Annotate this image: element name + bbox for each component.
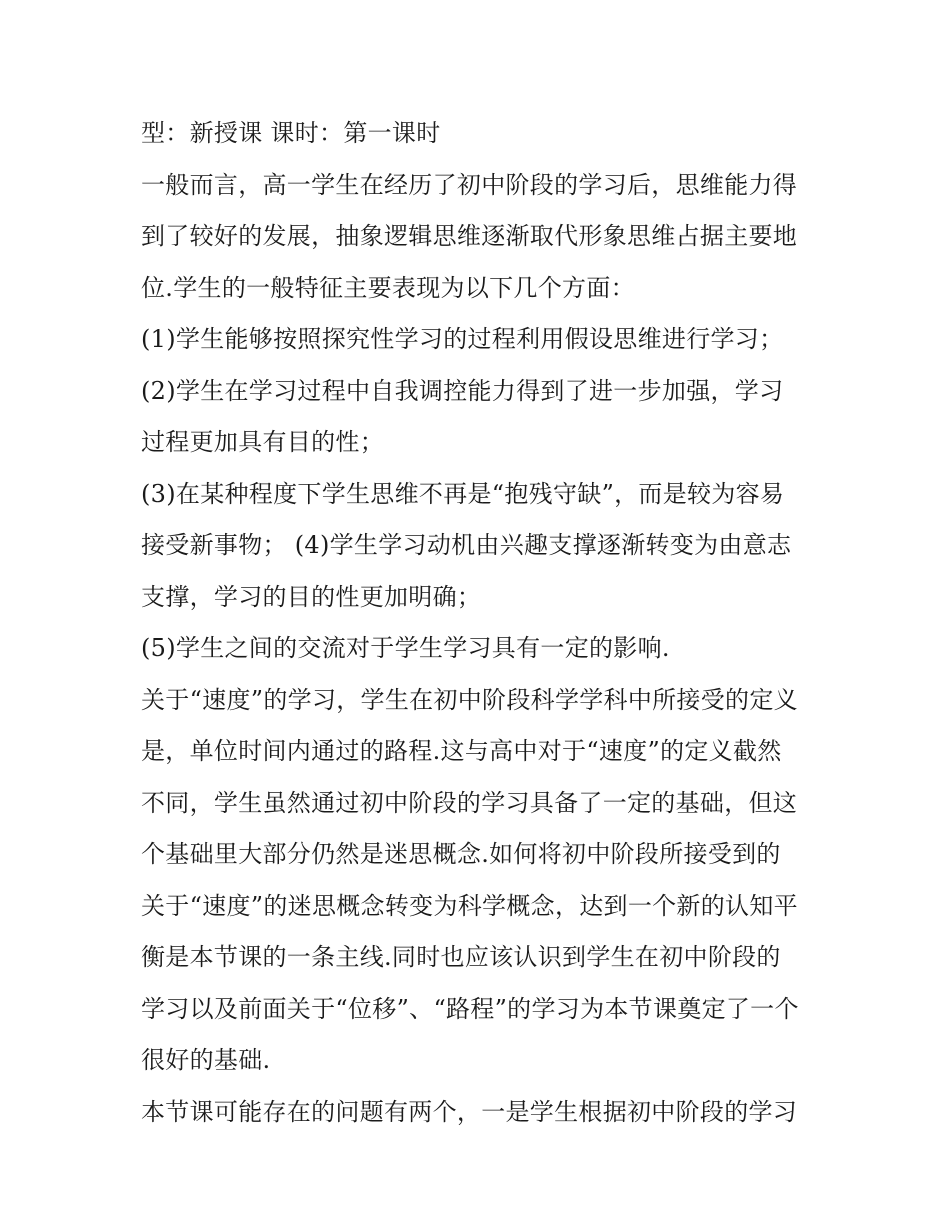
text-line: 关于“速度”的学习，学生在初中阶段科学学科中所接受的定义 [141,685,798,714]
text-line: (2)学生在学习过程中自我调控能力得到了进一步加强，学习 [141,376,784,405]
text-line: 关于“速度”的迷思概念转变为科学概念，达到一个新的认知平 [141,891,798,920]
text-line: 本节课可能存在的问题有两个，一是学生根据初中阶段的学习 [141,1097,798,1126]
text-line: (5)学生之间的交流对于学生学习具有一定的影响. [141,634,670,662]
text-line: 位.学生的一般特征主要表现为以下几个方面： [141,273,635,302]
text-line: 学习以及前面关于“位移”、“路程”的学习为本节课奠定了一个 [141,994,799,1023]
text-line: 不同，学生虽然通过初中阶段的学习具备了一定的基础，但这 [141,788,798,817]
text-line: 很好的基础. [141,1046,271,1074]
text-line: (1)学生能够按照探究性学习的过程利用假设思维进行学习； [141,325,784,353]
text-line: 支撑，学习的目的性更加明确； [141,582,482,611]
text-line: 个基础里大部分仍然是迷思概念.如何将初中阶段所接受到的 [141,840,781,868]
text-line: 接受新事物； (4)学生学习动机由兴趣支撑逐渐转变为由意志 [141,531,792,559]
text-line: 过程更加具有目的性； [141,428,384,456]
text-line: 型：新授课 课时：第一课时 [141,119,441,147]
text-line: 是，单位时间内通过的路程.这与高中对于“速度”的定义截然 [141,737,782,765]
text-line: 衡是本节课的一条主线.同时也应该认识到学生在初中阶段的 [141,943,781,971]
text-line: 一般而言，高一学生在经历了初中阶段的学习后，思维能力得 [141,170,798,199]
text-line: 到了较好的发展，抽象逻辑思维逐渐取代形象思维占据主要地 [141,222,798,250]
document-body [141,108,821,1138]
text-line: (3)在某种程度下学生思维不再是“抱残守缺”，而是较为容易 [141,479,785,508]
